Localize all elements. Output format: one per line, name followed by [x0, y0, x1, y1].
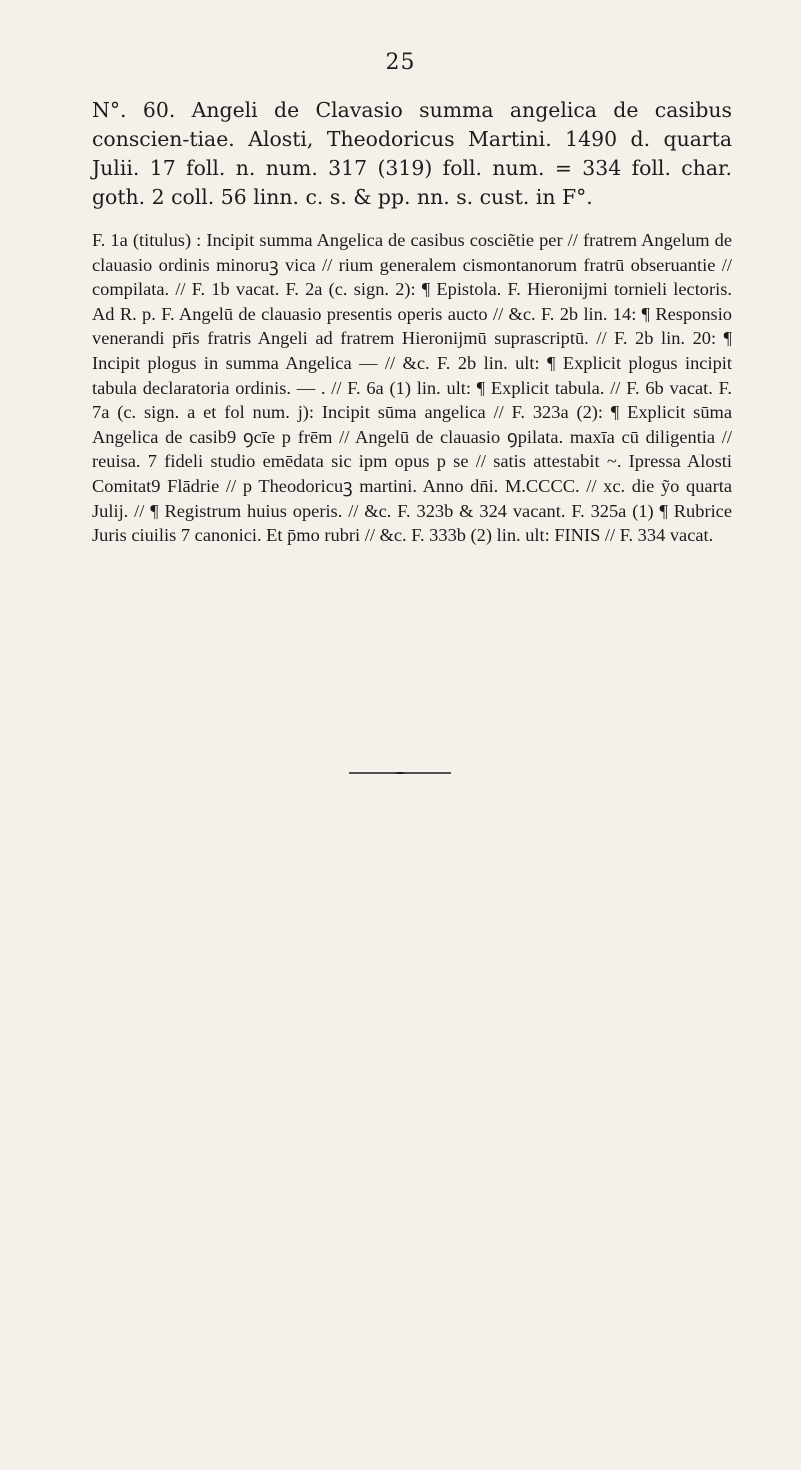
end-ornament-rule	[349, 772, 451, 774]
page-number: 25	[385, 50, 416, 75]
end-ornament-knot	[395, 772, 405, 774]
entry-description: F. 1a (titulus) : Incipit summa Angelica de casibus cosciẽtie per // fratrem Angelum de clauasio ordinis minoruꝫ vica // rium generalem cismontanorum fratrū obseruantie // compilata. // F. 1b vacat. F. 2a (c. sign. 2): ¶ Epistola. F. Hieronijmi tornieli lectoris. Ad R. p. F. Angelū de clauasio presentis operis aucto // &c. F. 2b lin. 14: ¶ Responsio venerandi pr̄is fratris Angeli ad fratrem Hieronijmū suprascriptū. // F. 2b lin. 20: ¶ Incipit plogus in summa Angelica — // &c. F. 2b lin. ult: ¶ Explicit plogus incipit tabula declaratoria ordinis. — . // F. 6a (1) lin. ult: ¶ Explicit tabula. // F. 6b vacat. F. 7a (c. sign. a et fol num. j): Incipit sūma angelica // F. 323a (2): ¶ Explicit sūma Angelica de casib9 ꝯcīe p frēm // Angelū de clauasio ꝯpilata. maxīa cū diligentia // reuisa. 7 fideli studio emēdata sic ipm opus p se // satis attestabit ~. Ipressa Alosti Comitat9 Flādrie // p Theodoricuꝫ martini. Anno dn̄i. M.CCCC. // xc. die ỹo quarta Julij. // ¶ Registrum huius operis. // &c. F. 323b & 324 vacant. F. 325a (1) ¶ Rubrice Juris ciuilis 7 canonici. Et p̄mo rubri // &c. F. 333b (2) lin. ult: FINIS // F. 334 vacat.	[92, 230, 732, 546]
entry-heading: N°. 60. Angeli de Clavasio summa angelica de casibus conscien-tiae. Alosti, Theodoricus Martini. 1490 d. quarta Julii. 17 foll. n. num. 317 (319) foll. num. = 334 foll. char. goth. 2 coll. 56 linn. c. s. & pp. nn. s. cust. in F°.	[92, 98, 732, 209]
